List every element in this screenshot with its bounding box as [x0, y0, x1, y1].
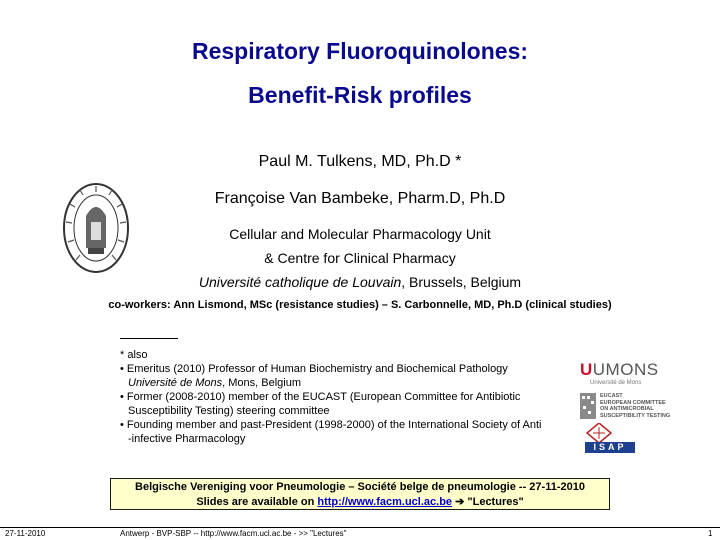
eucast-logo-sub-2: ON ANTIMICROBIAL: [600, 406, 654, 412]
title-line-1: Respiratory Fluoroquinolones:: [191, 38, 529, 64]
university-name: Université catholique de Louvain: [198, 274, 402, 290]
university-location: , Brussels, Belgium: [401, 274, 522, 290]
arrow-icon: ➔: [455, 496, 465, 508]
title-line-2: Benefit-Risk profiles: [248, 82, 472, 108]
footer-center: Antwerp - BVP-SBP -- http://www.facm.ucl.ac.be - >> "Lectures": [120, 529, 347, 538]
author-2: Françoise Van Bambeke, Pharm.D, Ph.D: [214, 190, 506, 207]
slides-link[interactable]: http://www.facm.ucl.ac.be: [317, 496, 453, 508]
note-umons-name: Université de Mons: [128, 377, 223, 389]
author-1: Paul M. Tulkens, MD, Ph.D *: [258, 153, 462, 170]
affiliation-line-1: Cellular and Molecular Pharmacology Unit: [229, 226, 491, 242]
banner-suffix: "Lectures": [467, 496, 524, 508]
footnote-divider: [120, 338, 178, 339]
note-umons-location: , Mons, Belgium: [222, 377, 302, 389]
banner-line-1: Belgische Vereniging voor Pneumologie – Société belge de pneumologie -- 27-11-2010: [135, 481, 585, 493]
banner-line-2: [111, 495, 609, 510]
affiliation-line-2: & Centre for Clinical Pharmacy: [264, 250, 456, 266]
note-item-1b: [120, 376, 590, 390]
note-item-2a: • Former (2008-2010) member of the EUCAST (European Committee for Antibiotic: [120, 391, 521, 403]
umons-logo-text: UMONS: [592, 360, 659, 379]
footnotes: [120, 348, 590, 446]
footer-divider: [0, 527, 720, 528]
isap-logo-text: ISAP: [593, 442, 627, 452]
note-item-3a: • Founding member and past-President (1998-2000) of the International Society of Anti: [120, 419, 542, 431]
eucast-logo-sub-3: SUSCEPTIBILITY TESTING: [600, 412, 671, 419]
note-item-1a: • Emeritus (2010) Professor of Human Biochemistry and Biochemical Pathology: [120, 363, 508, 375]
eucast-logo-text: EUCAST: [600, 393, 623, 399]
note-item-3b: -infective Pharmacology: [128, 433, 246, 445]
conference-banner: [110, 478, 610, 510]
umons-logo: UUMONS Université de Mons: [580, 360, 675, 386]
eucast-logo-sub-1: EUROPEAN COMMITTEE: [600, 399, 666, 406]
umons-logo-sub: Université de Mons: [590, 380, 642, 386]
ucl-seal-logo: [62, 182, 130, 279]
note-item-2b: Susceptibility Testing) steering committee: [128, 405, 330, 417]
footer-date: 27-11-2010: [5, 529, 46, 538]
note-also: * also: [120, 349, 148, 361]
coworkers-line: co-workers: Ann Lismond, MSc (resistance studies) – S. Carbonnelle, MD, Ph.D (clinical studies): [108, 299, 612, 311]
isap-logo: [585, 423, 635, 453]
page-number: 1: [708, 529, 713, 538]
banner-prefix: Slides are available on: [196, 496, 318, 508]
